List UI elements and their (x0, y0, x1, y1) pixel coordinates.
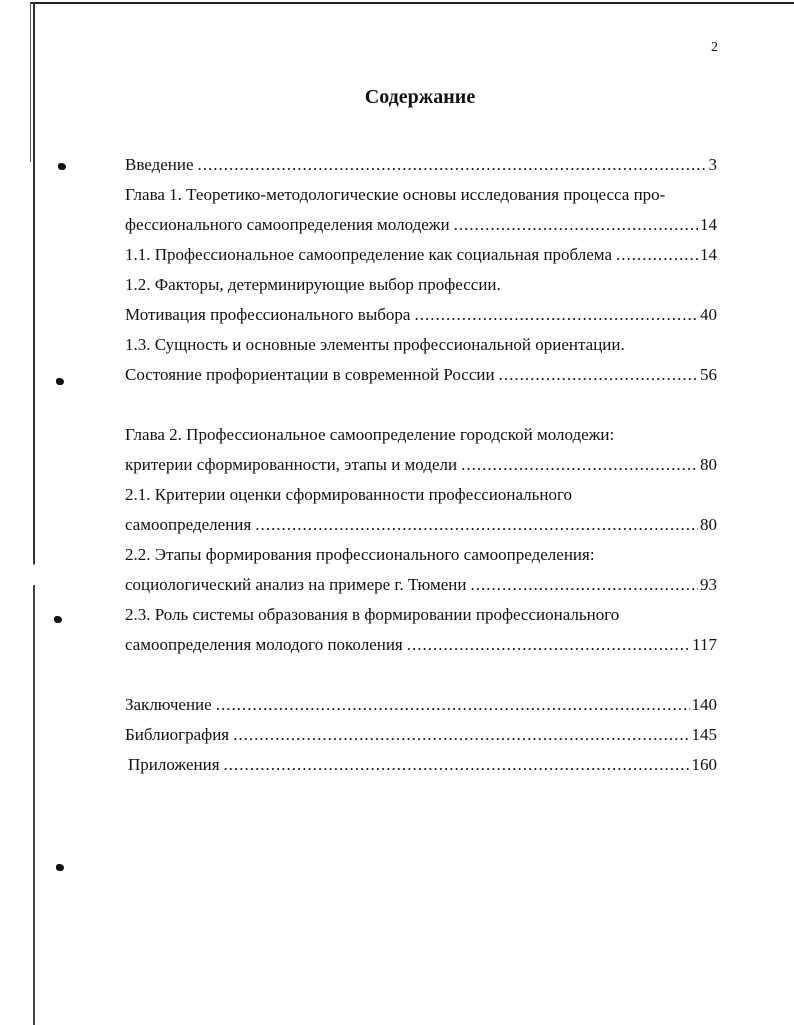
toc-entry-label: 1.1. Профессиональное самоопределение как социальная проблема (125, 245, 612, 264)
scan-left-border (33, 2, 35, 1025)
toc-entry-chapter-1[interactable] (125, 210, 717, 240)
toc-entry-label: Мотивация профессионального выбора (125, 305, 411, 324)
toc-leader-dots (470, 570, 698, 600)
toc-entry-page: 93 (700, 575, 717, 594)
toc-entry-page: 160 (691, 755, 717, 774)
toc-entry-section-1-2-line-1[interactable]: 1.2. Факторы, детерминирующие выбор профессии. (125, 275, 501, 294)
toc-spacer (125, 660, 717, 690)
toc-leader-dots (407, 630, 690, 660)
toc-leader-dots (255, 510, 698, 540)
table-of-contents (125, 150, 717, 780)
toc-entry-page: 145 (691, 725, 717, 744)
toc-entry-page: 140 (691, 695, 717, 714)
toc-entry-section-2-3[interactable] (125, 630, 717, 660)
toc-leader-dots (499, 360, 698, 390)
toc-entry-page: 117 (692, 635, 717, 654)
toc-entry-section-1-3-line-1[interactable]: 1.3. Сущность и основные элементы профессиональной ориентации. (125, 335, 625, 354)
toc-entry-section-1-1[interactable] (125, 240, 717, 270)
toc-entry-label: фессионального самоопределения молодежи (125, 215, 450, 234)
scan-left-border-thin (30, 2, 31, 162)
toc-entry-label: критерии сформированности, этапы и модели (125, 455, 458, 474)
toc-entry-page: 40 (700, 305, 717, 324)
toc-leader-dots (233, 720, 689, 750)
toc-entry-chapter-2-line-1[interactable]: Глава 2. Профессиональное самоопределение городской молодежи: (125, 425, 615, 444)
toc-entry-section-1-2[interactable] (125, 300, 717, 330)
toc-entry-appendices[interactable] (125, 750, 717, 780)
toc-entry-label: Приложения (128, 755, 220, 774)
toc-entry-label: Состояние профориентации в современной России (125, 365, 495, 384)
toc-entry-page: 14 (700, 245, 717, 264)
toc-entry-label: социологический анализ на примере г. Тюмени (125, 575, 467, 594)
toc-entry-section-1-3[interactable] (125, 360, 717, 390)
toc-spacer (125, 390, 717, 420)
toc-leader-dots (198, 150, 707, 180)
toc-leader-dots (616, 240, 698, 270)
toc-entry-section-2-3-line-1[interactable]: 2.3. Роль системы образования в формировании профессионального (125, 605, 620, 624)
margin-mark-icon (56, 864, 64, 871)
toc-leader-dots (454, 210, 698, 240)
toc-entry-label: Библиография (125, 725, 230, 744)
margin-mark-icon (54, 616, 62, 623)
toc-entry-label: Введение (125, 155, 194, 174)
toc-leader-dots (216, 690, 690, 720)
margin-mark-icon (56, 378, 64, 385)
page-title: Содержание (364, 86, 476, 108)
toc-entry-label: Заключение (125, 695, 212, 714)
toc-entry-chapter-1-line-1[interactable]: Глава 1. Теоретико-методологические основы исследования процесса про- (125, 185, 666, 204)
toc-entry-section-2-1[interactable] (125, 510, 717, 540)
margin-mark-icon (58, 163, 66, 170)
toc-entry-label: самоопределения (125, 515, 252, 534)
page-number: 2 (711, 40, 718, 55)
toc-leader-dots (224, 750, 690, 780)
toc-entry-page: 14 (700, 215, 717, 234)
toc-entry-conclusion[interactable] (125, 690, 717, 720)
toc-leader-dots (461, 450, 698, 480)
toc-leader-dots (414, 300, 698, 330)
toc-entry-section-2-2-line-1[interactable]: 2.2. Этапы формирования профессионального самоопределения: (125, 545, 595, 564)
scan-top-border (30, 2, 794, 4)
toc-entry-page: 80 (700, 515, 717, 534)
toc-entry-section-2-1-line-1[interactable]: 2.1. Критерии оценки сформированности профессионального (125, 485, 573, 504)
toc-entry-section-2-2[interactable] (125, 570, 717, 600)
toc-entry-bibliography[interactable] (125, 720, 717, 750)
toc-entry-chapter-2[interactable] (125, 450, 717, 480)
toc-entry-page: 80 (700, 455, 717, 474)
toc-entry-page: 56 (700, 365, 717, 384)
toc-entry-page: 3 (708, 155, 717, 174)
toc-entry-label: самоопределения молодого поколения (125, 635, 403, 654)
toc-entry-introduction[interactable] (125, 150, 717, 180)
